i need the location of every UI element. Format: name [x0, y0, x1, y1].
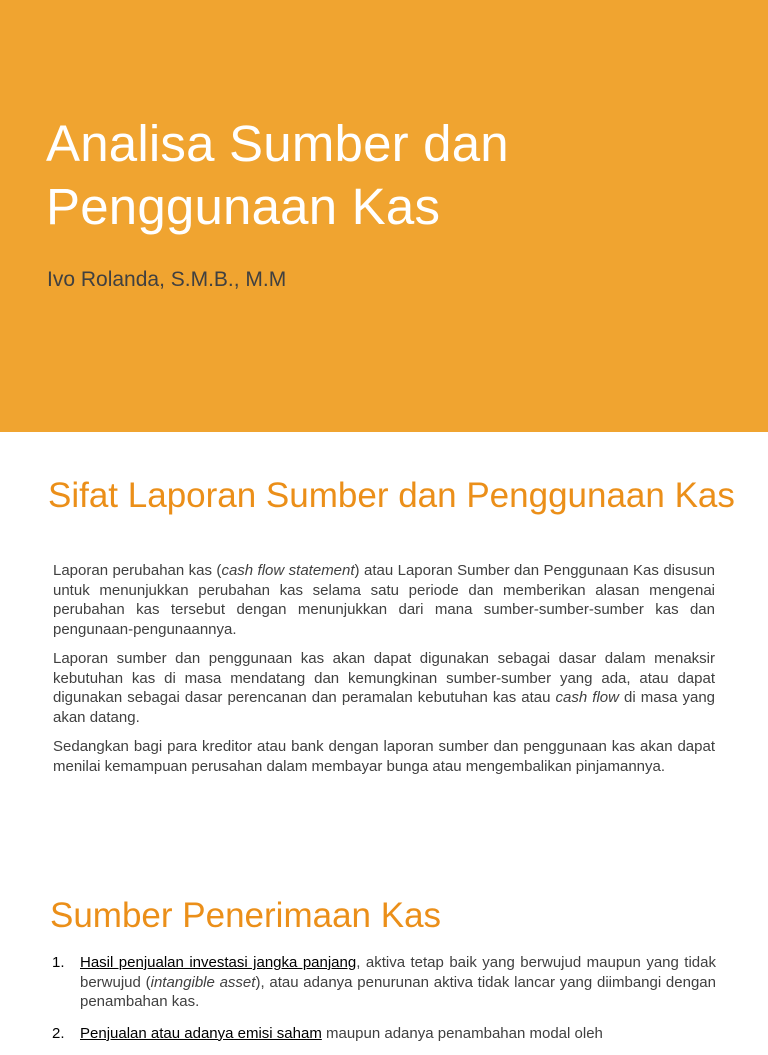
text-span: Laporan sumber dan penggunaan kas akan dapat digunakan sebagai dasar dalam menaksir kebutuhan kas di masa mendatang dan kemungkinan sumber-sumber yang ada, atau dapat digunakan sebagai dasar perencanan dan peramalan kebutuhan kas atau [53, 650, 715, 706]
list-number: 1. [52, 954, 65, 971]
list-item-lead: Penjualan atau adanya emisi saham [80, 1024, 322, 1042]
paragraph-3: Sedangkan bagi para kreditor atau bank dengan laporan sumber dan penggunaan kas akan dapat menilai kemampuan perusahan dalam membayar bunga atau mengembalikan pinjamannya. [53, 738, 715, 775]
slide-heading: Sifat Laporan Sumber dan Penggunaan Kas [48, 476, 735, 515]
slide-sifat-laporan [0, 432, 768, 842]
text-span: , aktiva tetap baik yang berwujud maupun yang tidak berwujud ( [80, 954, 716, 991]
text-span: Laporan perubahan kas ( [53, 562, 222, 579]
list-item [52, 1024, 716, 1044]
title-line-1: Analisa Sumber dan [46, 115, 509, 172]
slide-heading: Sumber Penerimaan Kas [50, 896, 442, 935]
list-item [52, 953, 716, 1012]
text-span: ) atau Laporan Sumber dan Penggunaan Kas disusun untuk menunjukkan perubahan kas selama satu periode dan memberikan alasan mengenai perubahan kas tersebut dengan menunjukkan dari mana sumber-sumber-sumber kas dan pengunaan-pengunaannya. [53, 562, 716, 638]
author-name: Ivo Rolanda, S.M.B., M.M [47, 268, 287, 291]
italic-term: cash flow statement [221, 562, 355, 579]
paragraph-1 [53, 561, 715, 639]
text-span: ), atau adanya penurunan aktiva tidak lancar yang diimbangi dengan penambahan kas. [80, 973, 716, 1010]
slide-body [53, 561, 715, 786]
list-number: 2. [52, 1024, 65, 1042]
title-slide [0, 0, 768, 432]
title-line-2: Penggunaan Kas [46, 178, 441, 235]
text-span: di masa yang akan datang. [53, 689, 715, 726]
text-span: maupun adanya penambahan modal oleh [321, 1024, 603, 1042]
list-item-lead: Hasil penjualan investasi jangka panjang [80, 954, 357, 971]
presentation-title [46, 112, 746, 238]
italic-term: intangible asset [150, 973, 256, 991]
slide-sumber-penerimaan [0, 842, 768, 1042]
numbered-list [52, 953, 716, 1055]
italic-term: cash flow [555, 689, 619, 706]
paragraph-2 [53, 649, 715, 727]
